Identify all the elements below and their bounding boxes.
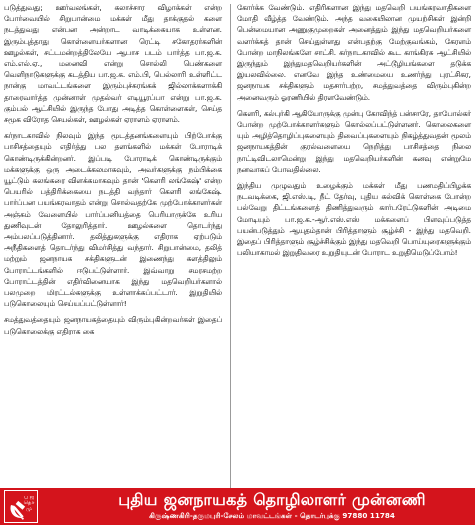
org-logo (4, 490, 38, 523)
left-paragraph-3: சமத்துவத்தையும் ஜனநாயகத்தையும் விரும்புகின்றவர்கள் இதைப் படுகொலைக்கு எதிராக கை (4, 315, 222, 336)
right-paragraph-1: கோர்க்க வேண்டும். எதிரிகளான இந்து மதவெறி பயங்கரவாதிகளை மோதி வீழ்த்த வேண்டும். அந்த வகையிலான முயற்சிகள் இன்றி பென்மையான அணுகுமுறைகள் அனைத்தும் இந்து மதவெறியர்களை வளர்க்கத் தான் செய்துள்ளது என்பதற்கு மேற்குவங்கம், கேரளம் போன்ற மாநிலங்களே சாட்சி. கர்நாடகாவில் கூட காங்கிரசு ஆட்சியில் இருந்தும் இந்துமதவெறியர்களின் அட்டூழியங்களை தடுக்க இயலவில்லை. எனவே இந்த உண்மையை உணர்ந்து புரட்சிகர, ஜனநாயக சக்திகளும் மதசார்பற்ற, சமத்துவத்தை விரும்புகின்ற அனைவரும் ஓரணியில் திரளவேண்டும். (237, 3, 471, 102)
left-paragraph-2: கர்நாடகாவில் நிலவும் இந்த மூடத்தனங்களையும் பிற்போக்கு பாசிசத்தையும் எதிர்த்து பல தளங்களில் மக்கள் போராடிக் கொண்டிருக்கின்றனர். இப்படி போராடிக் கொண்டிருக்கும் மக்களுக்கு ஒரு அடைக்கலமாகவும், அவர்களுக்கு நம்பிக்கை யூட்டும் கலங்கரை விளக்கமாகவும் தான் 'கௌரி லங்கேஷ்' என்ற பெயரில் பத்திரிக்கையை நடத்தி வந்தார் கௌரி லங்கேஷ். பார்ப்பன பயங்கரவாதம் என்று சொல்வதற்கே முற்போக்காளர்கள் அஞ்சும் வேளையில் பார்ப்பனியத்தை பெரியாருக்கே உரிய துணிவுடன் தோலுரித்தார். ஊழல்களை தொடர்ந்து அம்பலப்படுத்தினார். தலித்துகளுக்கு எதிராக ஏற்படும் அநீதிகளைத் தொடர்ந்து விமர்சித்து வந்தார். சிறுபான்மை, தலித் மற்றும் ஜனநாயக சக்திகளுடன் இணைந்து களத்திலும் போராட்டங்களில் ஈடுபட்டுள்ளார். இவ்வாறு சமரசமற்ற போராட்டத்தின் எதிர்வினையாக இந்து மதவெறியர்களால் பலமுறை மிரட்டல்களுக்கு உள்ளாக்கப்பட்டார். இறுதியில் படுகொலையும் செய்யப்பட்டுள்ளார்! (4, 131, 222, 309)
organization-contact: கிருஷ்ணகிரி-தருமபுரி-சேலம் மாவட்டங்கள் - தொடர்புக்கு 97880 11784 (149, 511, 395, 520)
logo-text: பு ஜ தொ மு (23, 494, 35, 512)
right-paragraph-3: இந்திய முழுவதும் உழைக்கும் மக்கள் மீது பணமதிப்பிழக்க நடவடிக்கை, ஜி.எஸ்.டி, நீட் தேர்வு, புதிய கல்விக் கொள்கை போன்ற பல்வேறு திட்டங்களைத் திணித்துவரும் கார்பரேட்டுகளின் அடிமை மோடியும் பா.ஜ.க.-ஆர்.எஸ்.எஸ் மக்களைப் பிளவுப்படுத்த பயன்படுத்தும் ஆயுதம்தான் பிரித்தாளும் சூழ்ச்சி - இந்து மதவெறி. இதைப் பிரித்தாளும் சூழ்ச்சிக்கும் இந்து மதவெறி பொய்யுரைகளுக்கும் பலியாகாமல் இறுதிவரை உறுதியுடன் போராட உறுதிமெடுப்போம்! (237, 181, 471, 258)
organization-name: புதிய ஜனநாயகத் தொழிலாளர் முன்னணி (118, 490, 426, 509)
right-paragraph-2: கௌரி, கல்புர்கி ஆகியோருக்கு முன்பு கோவிந்த் பன்சாரே, தாபோல்கர் போன்ற முற்போக்காளர்களும் கொல்லப்பட்டுள்ளனர். கொலைகளை யும் அழித்தொழிப்புகளையும் திவைப்புகளையும் நிகழ்த்துவதன் மூலம் ஜனநாயகத்தின் குரல்வளையை நெறித்து பாசிசத்தை நிலை நாட்டிவிடலாமென்று இந்து மதவெறியர்களின் கனவு என்றுமே நனவாகப் போவதில்லை. (237, 108, 471, 174)
right-column (237, 2, 471, 263)
hammer-sickle-icon (7, 501, 29, 521)
left-paragraph-1: படுத்துவது; ஊர்வலங்கள், கலாச்சார விழாக்கள் என்ற போர்வையில் சிறுபான்மை மக்கள் மீது தாக்குதல் களை நடத்துவது என்பன அன்றாட வாடிக்கையாக உள்ளன. இரும்புத்தாது கொள்ளையர்களான ரெட்டி சகோதரர்களின் ஊழல்கள், சட்டமன்றத்திலேயே ஆபாச படம் பார்த்த பா.ஜ.க. எம்.எல்.ஏ., மனைவி என்று சொல்லி பெண்களை வெளிநாடுகளுக்கு கடத்திய பா.ஜ.க. எம்.பி, பெல்லாரி உள்ளிட்ட நான்கு மாவட்டங்களை இரும்புச்சுரங்கக் ஜில்லாக்களாக்கி தாரைவார்த்த முன்னாள் முதல்வர் எடியூரப்பா என்று பா.ஜ.க. கும்பல் ஆட்சியில் இருந்த போது அடித்த கொள்ளைகள், செய்த சமூக விரோத செயல்கள், ஊழல்கள் ஏராளம் ஏராளம். (4, 3, 222, 125)
column-divider (230, 4, 231, 488)
left-column (4, 2, 222, 342)
footer-banner (0, 488, 475, 525)
